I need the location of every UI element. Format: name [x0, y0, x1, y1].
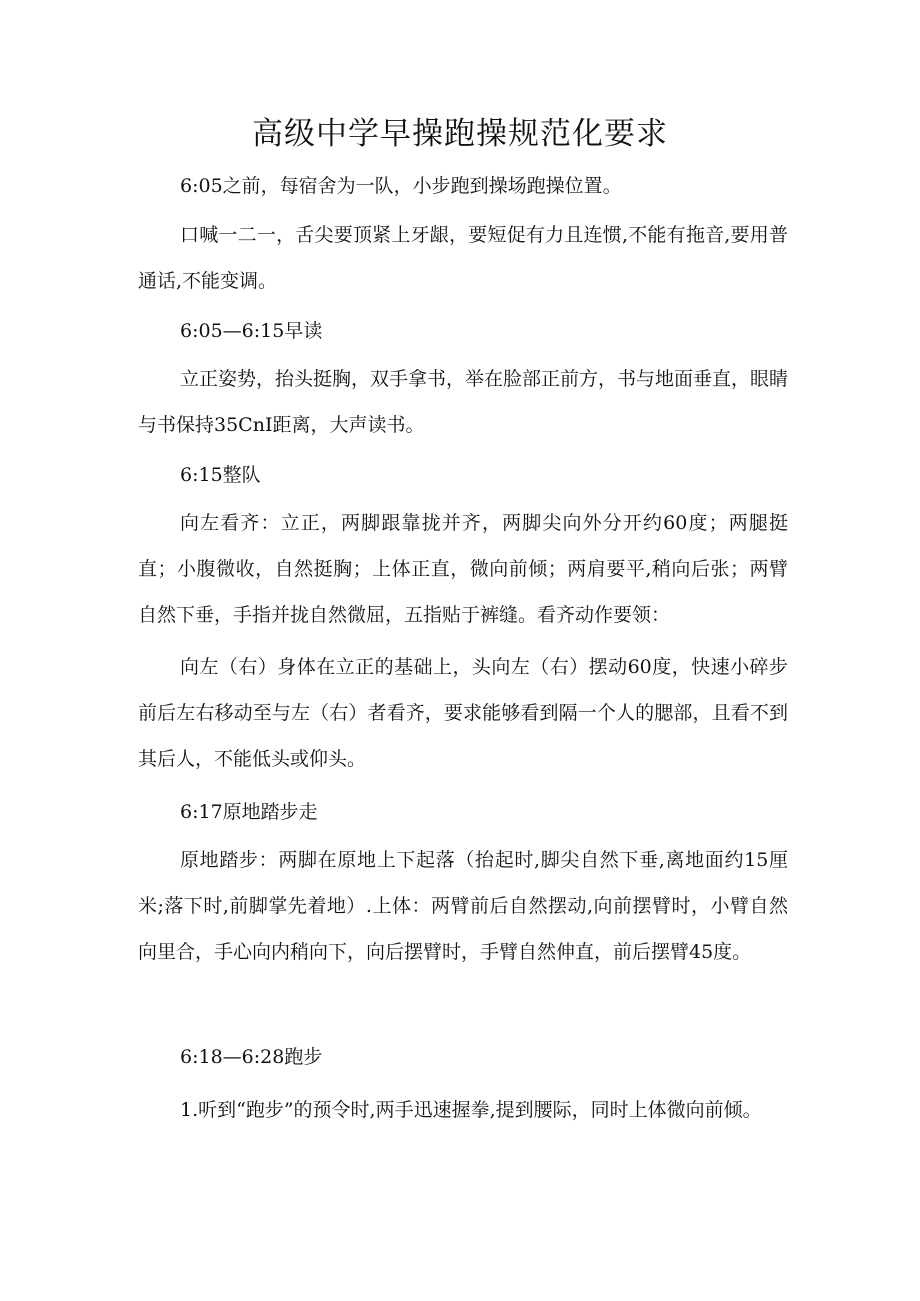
paragraph-mark-time: 原地踏步：两脚在原地上下起落（抬起时,脚尖自然下垂,离地面约15厘米;落下时,前脚掌先着地）.上体：两臂前后自然摆动,向前摆臂时，小臂自然向里合，手心向内稍向下，向后摆臂时，手臂自然伸直，前后摆臂45度。 — [138, 849, 788, 963]
paragraph-heading-mark-time: 6:17原地踏步走 — [180, 801, 318, 823]
paragraph-heading-line-up: 6:15整队 — [180, 464, 261, 486]
paragraph-assembly: 6:05之前，每宿舍为一队，小步跑到操场跑操位置。 — [180, 175, 622, 197]
paragraph-running-step-1: 1.听到“跑步”的预令时,两手迅速握拳,提到腰际，同时上体微向前倾。 — [180, 1099, 762, 1121]
paragraph-heading-morning-reading: 6:05—6:15早读 — [180, 320, 323, 342]
paragraph-dress-left: 向左看齐：立正，两脚跟靠拢并齐，两脚尖向外分开约60度；两腿挺直；小腹微收，自然挺胸；上体正直，微向前倾；两肩要平,稍向后张；两臂自然下垂，手指并拢自然微屈，五指贴于裤缝。看齐动作要领： — [138, 512, 788, 626]
paragraph-heading-running: 6:18—6:28跑步 — [180, 1046, 323, 1068]
paragraph-chant: 口喊一二一，舌尖要顶紧上牙龈，要短促有力且连惯,不能有拖音,要用普通话,不能变调。 — [138, 224, 788, 292]
paragraph-reading-posture: 立正姿势，抬头挺胸，双手拿书，举在脸部正前方，书与地面垂直，眼睛与书保持35CnI距离，大声读书。 — [138, 368, 789, 436]
document-title: 高级中学早操跑操规范化要求 — [252, 116, 668, 152]
paragraph-alignment: 向左（右）身体在立正的基础上，头向左（右）摆动60度，快速小碎步前后左右移动至与左（右）者看齐，要求能够看到隔一个人的腮部，且看不到其后人，不能低头或仰头。 — [138, 656, 788, 770]
